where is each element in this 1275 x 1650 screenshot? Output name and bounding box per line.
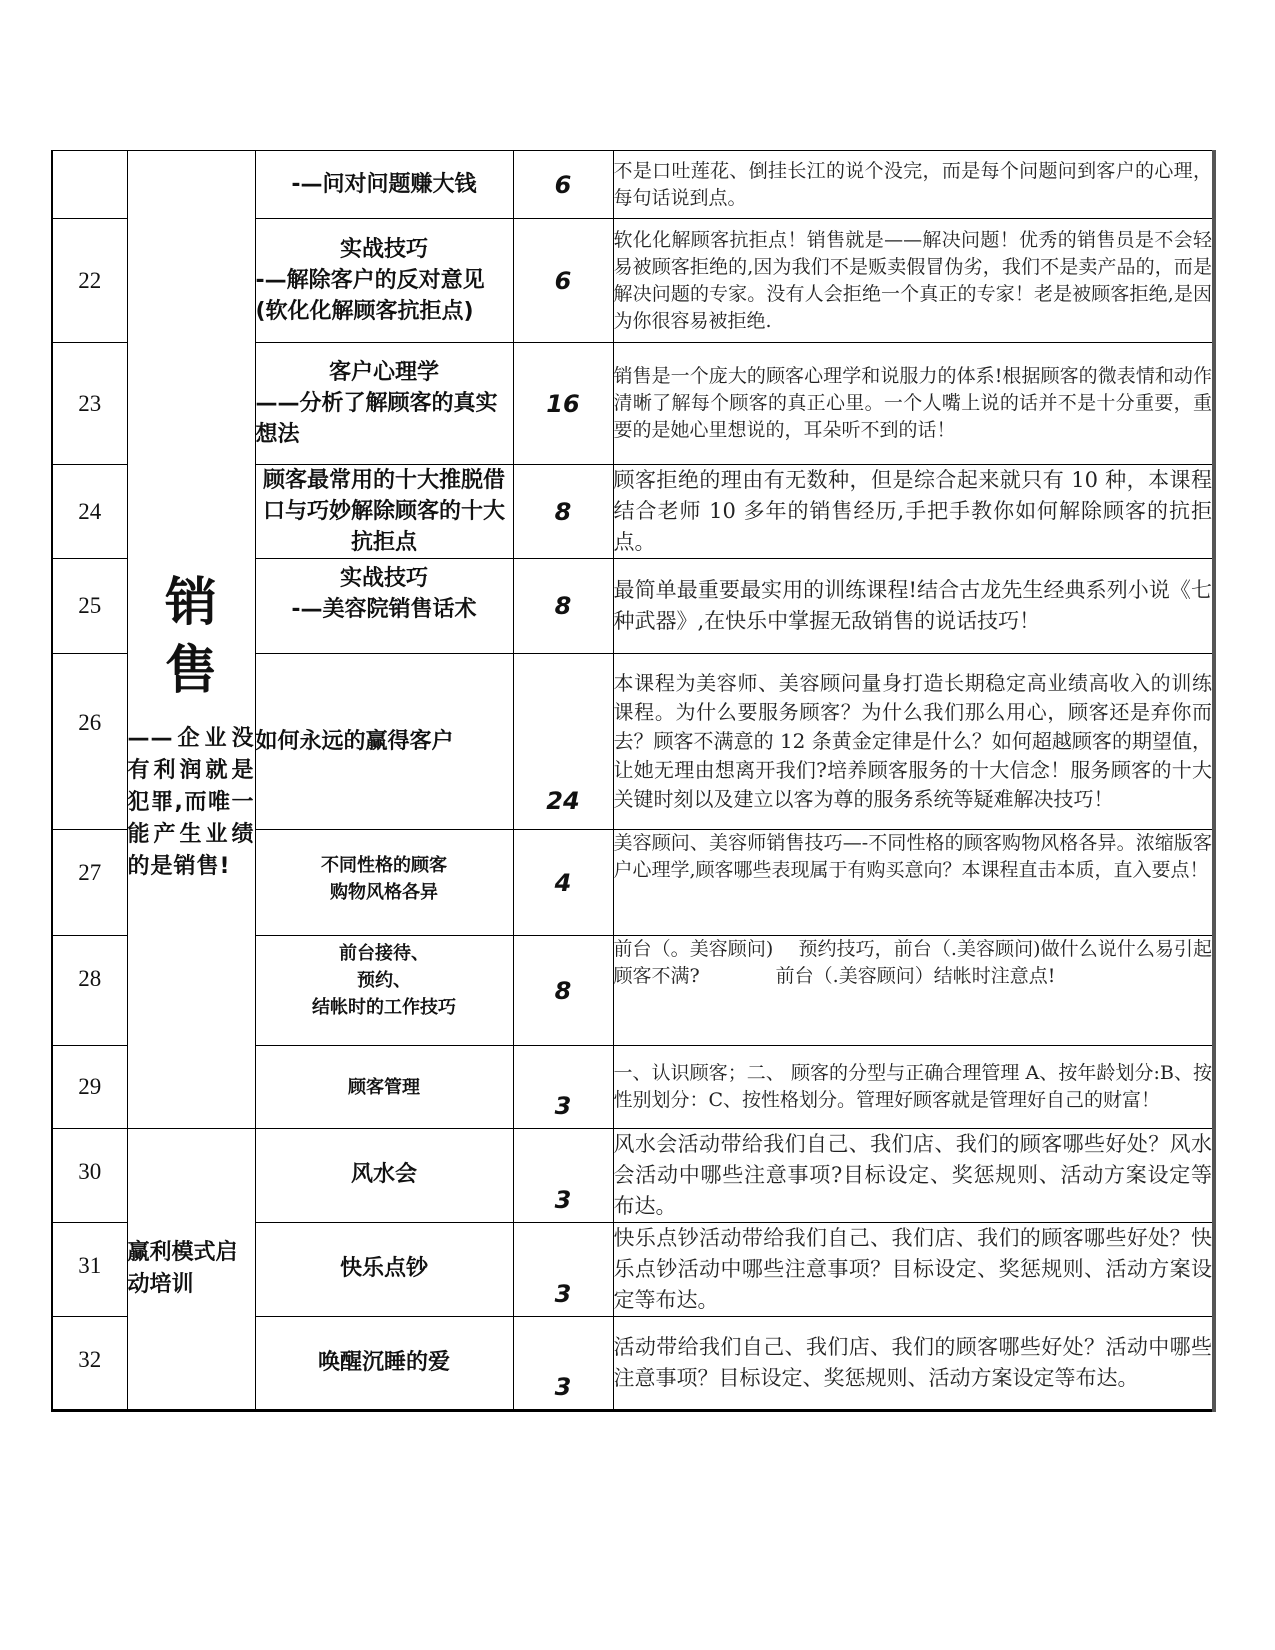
course-description: 本课程为美容师、美容顾问量身打造长期稳定高业绩高收入的训练课程。为什么要服务顾客？为什么我们那么用心，顾客还是弃你而去？顾客不满意的 12 条黄金定律是什么？如何超越顾客的期望值，让她无理由想离开我们?培养顾客服务的十大信念！服务顾客的十大关键时刻以及建立以客为尊的服务系统等疑难解决技巧！: [613, 654, 1214, 830]
course-hours: 3: [513, 1317, 613, 1411]
category-cell-sales: [127, 151, 255, 1129]
course-hours: 3: [513, 1046, 613, 1129]
course-title: [255, 1223, 513, 1317]
course-hours: 6: [513, 219, 613, 343]
course-hours: 8: [513, 936, 613, 1046]
title-line: 实战技巧: [339, 237, 428, 262]
course-title: [255, 343, 513, 465]
title-line: 实战技巧: [339, 566, 428, 591]
course-title: [255, 151, 513, 219]
course-hours: 16: [513, 343, 613, 465]
row-number: 27: [52, 830, 127, 936]
course-title: [255, 559, 513, 654]
course-description: 活动带给我们自己、我们店、我们的顾客哪些好处？活动中哪些注意事项？目标设定、奖惩规则、活动方案设定等布达。: [613, 1317, 1214, 1411]
row-number: 22: [52, 219, 127, 343]
title-line: -—解除客户的反对意见(软化化解顾客抗拒点): [255, 268, 485, 324]
course-hours: 6: [513, 151, 613, 219]
title-line: ——分析了解顾客的真实想法: [255, 391, 498, 447]
course-description: 销售是一个庞大的顾客心理学和说服力的体系!根据顾客的微表情和动作清晰了解每个顾客的真正心里。一个人嘴上说的话并不是十分重要，重要的是她心里想说的，耳朵听不到的话！: [613, 343, 1214, 465]
course-hours: 4: [513, 830, 613, 936]
course-description: 最简单最重要最实用的训练课程!结合古龙先生经典系列小说《七种武器》,在快乐中掌握无敌销售的说话技巧！: [613, 559, 1214, 654]
course-hours: 8: [513, 465, 613, 559]
course-description: 顾客拒绝的理由有无数种，但是综合起来就只有 10 种，本课程结合老师 10 多年的销售经历,手把手教你如何解除顾客的抗拒点。: [613, 465, 1214, 559]
row-number: 26: [52, 654, 127, 830]
course-table: [51, 150, 1216, 1412]
category-title: 销 售: [164, 572, 217, 701]
title-line: 结帐时的工作技巧: [312, 997, 456, 1018]
title-line: 前台接待、: [339, 943, 429, 964]
course-description: 一、认识顾客；二、 顾客的分型与正确合理管理 A、按年龄划分:B、按性别划分：C、按性格划分。管理好顾客就是管理好自己的财富！: [613, 1046, 1214, 1129]
table-row: [52, 151, 1214, 219]
course-description: 快乐点钞活动带给我们自己、我们店、我们的顾客哪些好处？快乐点钞活动中哪些注意事项？目标设定、奖惩规则、活动方案设定等布达。: [613, 1223, 1214, 1317]
category-title: 赢利模式启动培训: [127, 1240, 238, 1297]
course-title: [255, 1129, 513, 1223]
course-title: [255, 830, 513, 936]
title-line: -—美容院销售话术: [291, 597, 477, 622]
category-cell-profit: [127, 1129, 255, 1411]
title-line: 如何永远的赢得客户: [255, 729, 454, 754]
course-title: [255, 654, 513, 830]
table-row: [52, 1129, 1214, 1223]
row-number: 31: [52, 1223, 127, 1317]
course-hours: 3: [513, 1129, 613, 1223]
course-description: 不是口吐莲花、倒挂长江的说个没完，而是每个问题问到客户的心理，每句话说到点。: [613, 151, 1214, 219]
title-line: 购物风格各异: [330, 882, 438, 903]
row-number: 24: [52, 465, 127, 559]
title-line: 风水会: [350, 1162, 417, 1187]
course-title: [255, 936, 513, 1046]
title-line: 顾客最常用的十大推脱借口与巧妙解除顾客的十大抗拒点: [262, 468, 505, 555]
course-title: [255, 1317, 513, 1411]
row-number: 32: [52, 1317, 127, 1411]
course-description: 风水会活动带给我们自己、我们店、我们的顾客哪些好处？风水会活动中哪些注意事项?目标设定、奖惩规则、活动方案设定等布达。: [613, 1129, 1214, 1223]
row-number: 23: [52, 343, 127, 465]
course-title: [255, 465, 513, 559]
course-hours: 3: [513, 1223, 613, 1317]
title-line: 唤醒沉睡的爱: [317, 1350, 450, 1375]
row-number: 29: [52, 1046, 127, 1129]
course-hours: 8: [513, 559, 613, 654]
row-number: [52, 151, 127, 219]
title-line: 顾客管理: [348, 1076, 420, 1098]
title-line: 预约、: [357, 970, 411, 991]
course-hours: 24: [513, 654, 613, 830]
row-number: 28: [52, 936, 127, 1046]
title-line: 快乐点钞: [339, 1256, 428, 1281]
title-line: -—问对问题赚大钱: [291, 172, 477, 197]
course-description: 前台（。美容顾问) 预约技巧，前台（.美容顾问)做什么说什么易引起顾客不满? 前台（.美容顾问）结帐时注意点!: [613, 936, 1214, 1046]
title-line: 客户心理学: [328, 360, 439, 385]
course-description: 美容顾问、美容师销售技巧—-不同性格的顾客购物风格各异。浓缩版客户心理学,顾客哪些表现属于有购买意向？本课程直击本质，直入要点！: [613, 830, 1214, 936]
course-description: 软化化解顾客抗拒点！销售就是——解决问题！优秀的销售员是不会轻易被顾客拒绝的,因为我们不是贩卖假冒伪劣，我们不是卖产品的，而是解决问题的专家。没有人会拒绝一个真正的专家！老是被顾客拒绝,是因为你很容易被拒绝.: [613, 219, 1214, 343]
row-number: 25: [52, 559, 127, 654]
title-line: 不同性格的顾客: [321, 855, 447, 876]
course-title: [255, 1046, 513, 1129]
row-number: 30: [52, 1129, 127, 1223]
category-subtitle: ——企业没有利润就是犯罪,而唯一能产生业绩的是销售!: [127, 725, 255, 879]
course-title: [255, 219, 513, 343]
